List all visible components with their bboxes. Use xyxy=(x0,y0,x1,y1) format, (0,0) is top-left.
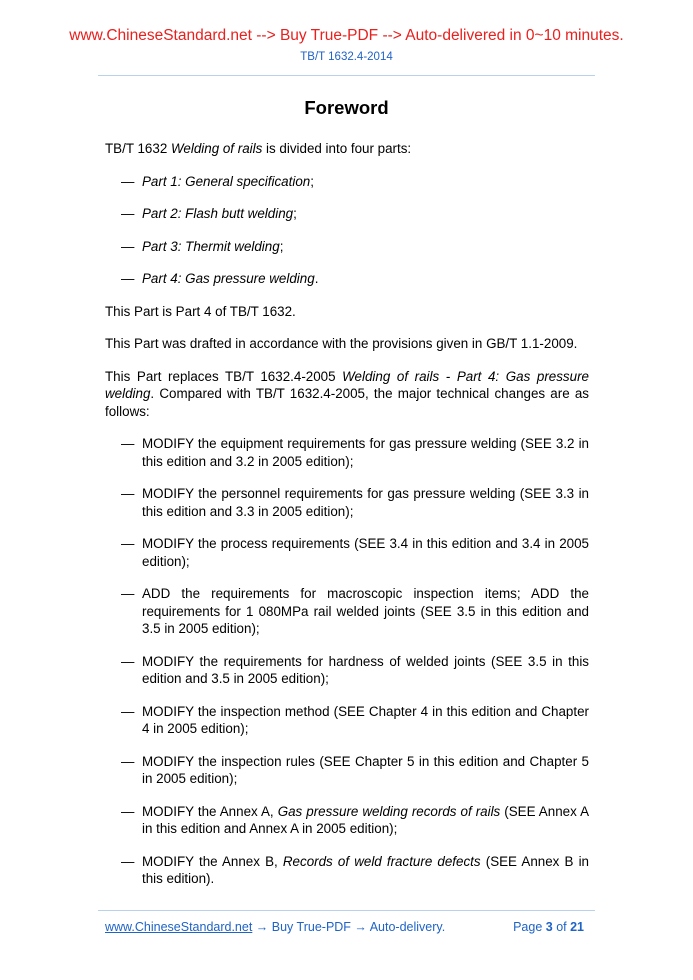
list-item: — MODIFY the process requirements (SEE 3.4 in this edition and 3.4 in 2005 edition); xyxy=(121,536,589,569)
list-item: — Part 2: Flash butt welding; xyxy=(121,206,297,221)
intro-paragraph: TB/T 1632 Welding of rails is divided into four parts: xyxy=(105,141,412,156)
list-item: — MODIFY the Annex A, Gas pressure welding records of rails (SEE Annex A in this edition and Annex A in 2005 edition); xyxy=(121,803,589,836)
changes-list xyxy=(105,435,589,888)
header-divider xyxy=(98,75,595,76)
list-item: — MODIFY the inspection rules (SEE Chapter 5 in this edition and Chapter 5 in 2005 edition); xyxy=(121,753,589,786)
list-item: — MODIFY the personnel requirements for gas pressure welding (SEE 3.3 in this edition and 3.3 in 2005 edition); xyxy=(121,486,589,519)
parts-list xyxy=(105,173,589,288)
footer-link[interactable]: www.ChineseStandard.net xyxy=(105,920,253,934)
top-banner[interactable]: www.ChineseStandard.net --> Buy True-PDF --> Auto-delivered in 0~10 minutes. xyxy=(69,27,624,44)
list-item: — MODIFY the requirements for hardness of welded joints (SEE 3.5 in this edition and 3.5 in 2005 edition); xyxy=(121,653,589,686)
list-item: — MODIFY the Annex B, Records of weld fracture defects (SEE Annex B in this edition). xyxy=(121,853,589,886)
list-item: — Part 4: Gas pressure welding. xyxy=(121,271,319,286)
list-item: — Part 1: General specification; xyxy=(121,173,314,189)
replaces-paragraph: This Part replaces TB/T 1632.4-2005 Welding of rails - Part 4: Gas pressure welding. Compared with TB/T 1632.4-2005, the major technical changes are as follows: xyxy=(105,368,589,419)
list-item: — MODIFY the equipment requirements for gas pressure welding (SEE 3.2 in this edition and 3.2 in 2005 edition); xyxy=(121,436,589,469)
list-item: — MODIFY the inspection method (SEE Chapter 4 in this edition and Chapter 4 in 2005 edition); xyxy=(121,703,589,736)
page-number: Page 3 of 21 xyxy=(513,920,584,934)
document-number: TB/T 1632.4-2014 xyxy=(300,51,393,63)
list-item: — ADD the requirements for macroscopic inspection items; ADD the requirements for 1 080MPa rail welded joints (SEE 3.5 in this edition and 3.5 in 2005 edition); xyxy=(121,586,589,636)
list-item: — Part 3: Thermit welding; xyxy=(121,238,284,254)
document-body xyxy=(105,140,589,903)
footer-promo: www.ChineseStandard.net → Buy True-PDF → Auto-delivery. xyxy=(105,920,446,934)
part-of-paragraph: This Part is Part 4 of TB/T 1632. xyxy=(105,303,296,319)
page-title: Foreword xyxy=(304,97,389,118)
drafted-paragraph: This Part was drafted in accordance with the provisions given in GB/T 1.1-2009. xyxy=(105,336,578,351)
footer-divider xyxy=(98,910,595,911)
